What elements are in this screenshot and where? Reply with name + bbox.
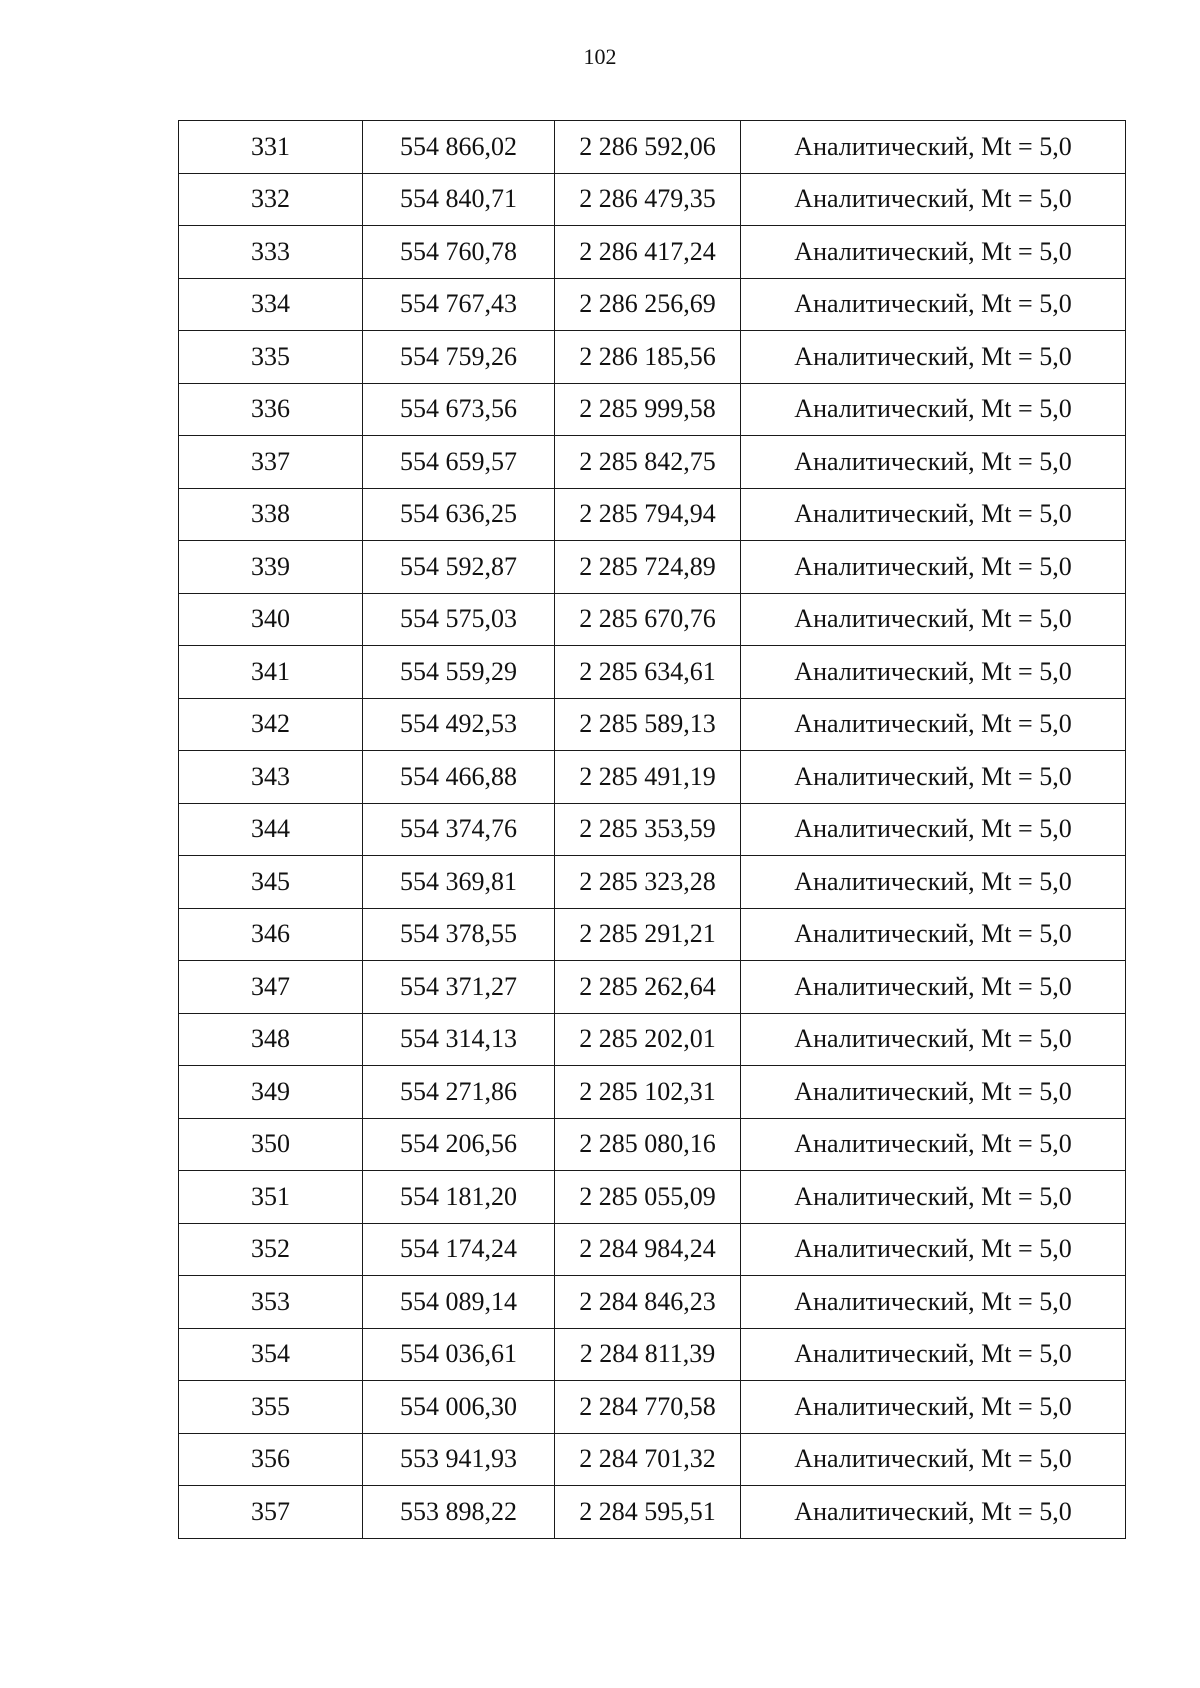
y-coordinate-cell: 2 284 701,32 [555,1433,741,1486]
table-row [179,121,1126,174]
point-number-cell: 354 [179,1328,363,1381]
y-coordinate-cell: 2 286 592,06 [555,121,741,174]
table-row [179,173,1126,226]
y-coordinate-cell: 2 285 080,16 [555,1118,741,1171]
point-number-cell: 337 [179,436,363,489]
x-coordinate-cell: 554 374,76 [363,803,555,856]
y-coordinate-cell: 2 285 291,21 [555,908,741,961]
table-row [179,1486,1126,1539]
x-coordinate-cell: 554 181,20 [363,1171,555,1224]
x-coordinate-cell: 554 174,24 [363,1223,555,1276]
y-coordinate-cell: 2 285 794,94 [555,488,741,541]
y-coordinate-cell: 2 284 595,51 [555,1486,741,1539]
point-number-cell: 355 [179,1381,363,1434]
point-number-cell: 343 [179,751,363,804]
method-cell: Аналитический, Mt = 5,0 [741,383,1126,436]
x-coordinate-cell: 554 036,61 [363,1328,555,1381]
y-coordinate-cell: 2 285 589,13 [555,698,741,751]
x-coordinate-cell: 554 636,25 [363,488,555,541]
method-cell: Аналитический, Mt = 5,0 [741,1433,1126,1486]
method-cell: Аналитический, Mt = 5,0 [741,1328,1126,1381]
point-number-cell: 334 [179,278,363,331]
table-row [179,803,1126,856]
point-number-cell: 345 [179,856,363,909]
point-number-cell: 336 [179,383,363,436]
y-coordinate-cell: 2 285 353,59 [555,803,741,856]
page-number: 102 [583,44,617,69]
method-cell: Аналитический, Mt = 5,0 [741,1118,1126,1171]
method-cell: Аналитический, Mt = 5,0 [741,331,1126,384]
method-cell: Аналитический, Mt = 5,0 [741,1223,1126,1276]
table-row [179,1066,1126,1119]
table-row [179,908,1126,961]
point-number-cell: 335 [179,331,363,384]
x-coordinate-cell: 554 378,55 [363,908,555,961]
x-coordinate-cell: 554 369,81 [363,856,555,909]
table-row [179,331,1126,384]
point-number-cell: 346 [179,908,363,961]
x-coordinate-cell: 554 271,86 [363,1066,555,1119]
table-row [179,383,1126,436]
y-coordinate-cell: 2 285 670,76 [555,593,741,646]
method-cell: Аналитический, Mt = 5,0 [741,226,1126,279]
method-cell: Аналитический, Mt = 5,0 [741,803,1126,856]
y-coordinate-cell: 2 284 770,58 [555,1381,741,1434]
x-coordinate-cell: 554 371,27 [363,961,555,1014]
method-cell: Аналитический, Mt = 5,0 [741,1381,1126,1434]
table-row [179,1171,1126,1224]
table-row [179,1276,1126,1329]
method-cell: Аналитический, Mt = 5,0 [741,1066,1126,1119]
point-number-cell: 351 [179,1171,363,1224]
table-row [179,1013,1126,1066]
y-coordinate-cell: 2 285 323,28 [555,856,741,909]
x-coordinate-cell: 554 492,53 [363,698,555,751]
table-row [179,488,1126,541]
point-number-cell: 339 [179,541,363,594]
y-coordinate-cell: 2 285 842,75 [555,436,741,489]
y-coordinate-cell: 2 286 185,56 [555,331,741,384]
point-number-cell: 347 [179,961,363,1014]
coordinates-table-body [179,121,1126,1539]
point-number-cell: 340 [179,593,363,646]
method-cell: Аналитический, Mt = 5,0 [741,541,1126,594]
x-coordinate-cell: 554 006,30 [363,1381,555,1434]
method-cell: Аналитический, Mt = 5,0 [741,908,1126,961]
point-number-cell: 349 [179,1066,363,1119]
table-row [179,751,1126,804]
x-coordinate-cell: 554 314,13 [363,1013,555,1066]
point-number-cell: 353 [179,1276,363,1329]
table-row [179,856,1126,909]
method-cell: Аналитический, Mt = 5,0 [741,593,1126,646]
table-row [179,226,1126,279]
table-row [179,961,1126,1014]
point-number-cell: 352 [179,1223,363,1276]
y-coordinate-cell: 2 285 634,61 [555,646,741,699]
table-row [179,541,1126,594]
x-coordinate-cell: 554 659,57 [363,436,555,489]
point-number-cell: 357 [179,1486,363,1539]
y-coordinate-cell: 2 285 999,58 [555,383,741,436]
x-coordinate-cell: 554 089,14 [363,1276,555,1329]
y-coordinate-cell: 2 284 811,39 [555,1328,741,1381]
x-coordinate-cell: 554 206,56 [363,1118,555,1171]
point-number-cell: 342 [179,698,363,751]
point-number-cell: 356 [179,1433,363,1486]
x-coordinate-cell: 553 898,22 [363,1486,555,1539]
table-row [179,593,1126,646]
point-number-cell: 333 [179,226,363,279]
x-coordinate-cell: 554 767,43 [363,278,555,331]
table-row [179,1223,1126,1276]
y-coordinate-cell: 2 285 724,89 [555,541,741,594]
method-cell: Аналитический, Mt = 5,0 [741,961,1126,1014]
method-cell: Аналитический, Mt = 5,0 [741,751,1126,804]
table-row [179,278,1126,331]
table-row [179,1381,1126,1434]
y-coordinate-cell: 2 285 262,64 [555,961,741,1014]
method-cell: Аналитический, Mt = 5,0 [741,646,1126,699]
y-coordinate-cell: 2 285 102,31 [555,1066,741,1119]
y-coordinate-cell: 2 285 202,01 [555,1013,741,1066]
x-coordinate-cell: 554 575,03 [363,593,555,646]
y-coordinate-cell: 2 286 479,35 [555,173,741,226]
method-cell: Аналитический, Mt = 5,0 [741,856,1126,909]
table-row [179,1433,1126,1486]
method-cell: Аналитический, Mt = 5,0 [741,1013,1126,1066]
y-coordinate-cell: 2 285 055,09 [555,1171,741,1224]
table-row [179,436,1126,489]
point-number-cell: 344 [179,803,363,856]
y-coordinate-cell: 2 285 491,19 [555,751,741,804]
method-cell: Аналитический, Mt = 5,0 [741,121,1126,174]
method-cell: Аналитический, Mt = 5,0 [741,488,1126,541]
method-cell: Аналитический, Mt = 5,0 [741,436,1126,489]
method-cell: Аналитический, Mt = 5,0 [741,1276,1126,1329]
method-cell: Аналитический, Mt = 5,0 [741,173,1126,226]
y-coordinate-cell: 2 284 846,23 [555,1276,741,1329]
point-number-cell: 348 [179,1013,363,1066]
method-cell: Аналитический, Mt = 5,0 [741,698,1126,751]
point-number-cell: 341 [179,646,363,699]
x-coordinate-cell: 554 840,71 [363,173,555,226]
method-cell: Аналитический, Mt = 5,0 [741,1171,1126,1224]
coordinates-table [178,120,1126,1539]
x-coordinate-cell: 553 941,93 [363,1433,555,1486]
table-row [179,646,1126,699]
x-coordinate-cell: 554 866,02 [363,121,555,174]
table-row [179,1328,1126,1381]
point-number-cell: 338 [179,488,363,541]
x-coordinate-cell: 554 759,26 [363,331,555,384]
x-coordinate-cell: 554 592,87 [363,541,555,594]
x-coordinate-cell: 554 466,88 [363,751,555,804]
y-coordinate-cell: 2 286 256,69 [555,278,741,331]
y-coordinate-cell: 2 284 984,24 [555,1223,741,1276]
table-row [179,698,1126,751]
method-cell: Аналитический, Mt = 5,0 [741,1486,1126,1539]
x-coordinate-cell: 554 760,78 [363,226,555,279]
table-row [179,1118,1126,1171]
y-coordinate-cell: 2 286 417,24 [555,226,741,279]
method-cell: Аналитический, Mt = 5,0 [741,278,1126,331]
point-number-cell: 350 [179,1118,363,1171]
x-coordinate-cell: 554 559,29 [363,646,555,699]
point-number-cell: 331 [179,121,363,174]
x-coordinate-cell: 554 673,56 [363,383,555,436]
point-number-cell: 332 [179,173,363,226]
